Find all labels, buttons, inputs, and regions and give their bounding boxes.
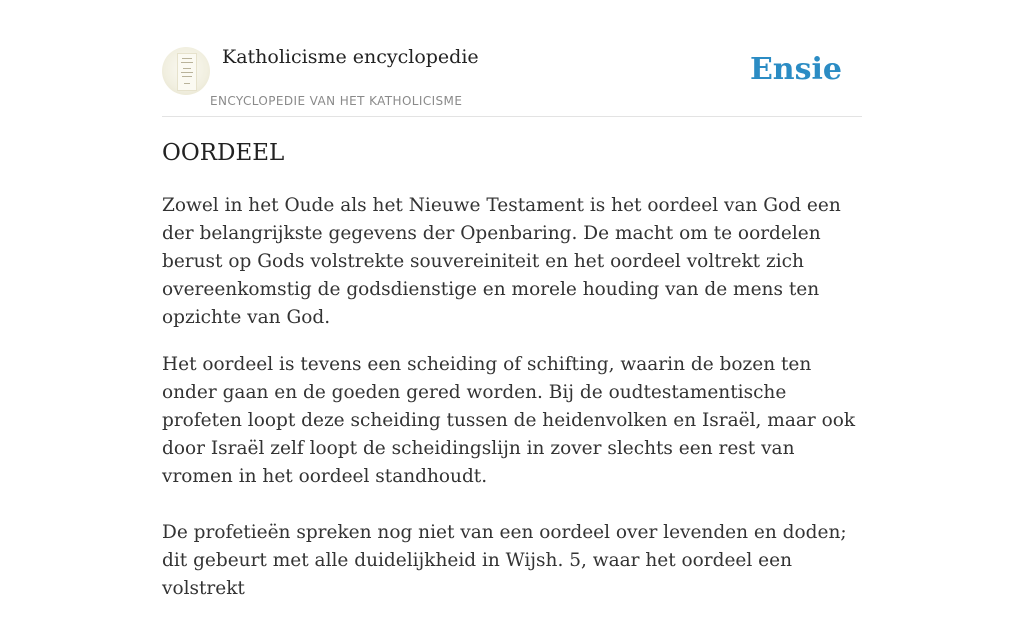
site-subtitle: ENCYCLOPEDIE VAN HET KATHOLICISME — [210, 94, 463, 108]
book-cover-icon — [177, 53, 197, 91]
site-title[interactable]: Katholicisme encyclopedie — [222, 46, 479, 68]
article-paragraph: Het oordeel is tevens een scheiding of schifting, waarin de bozen ten onder gaan en de goeden gered worden. Bij de oudtestamentische profeten loopt deze scheiding tussen de heidenvolken en Israël, maar ook door Israël zelf loopt de scheidingslijn in zover slechts een rest van vromen in het oordeel standhoudt. — [162, 354, 856, 487]
ensie-brand-link[interactable]: Ensie — [749, 52, 842, 87]
article-body — [162, 192, 862, 622]
article-paragraph: De profetieën spreken nog niet van een oordeel over levenden en doden; dit gebeurt met alle duidelijkheid in Wijsh. 5, waar het oordeel een volstrekt — [162, 522, 847, 599]
article-title: OORDEEL — [162, 140, 285, 166]
encyclopedia-logo[interactable] — [162, 47, 210, 95]
article-paragraph: Zowel in het Oude als het Nieuwe Testament is het oordeel van God een der belangrijkste gegevens der Openbaring. De macht om te oordelen berust op Gods volstrekte souvereiniteit en het oordeel voltrekt zich overeenkomstig de godsdienstige en morele houding van de mens ten opzichte van God. — [162, 195, 841, 328]
site-header — [162, 44, 862, 117]
